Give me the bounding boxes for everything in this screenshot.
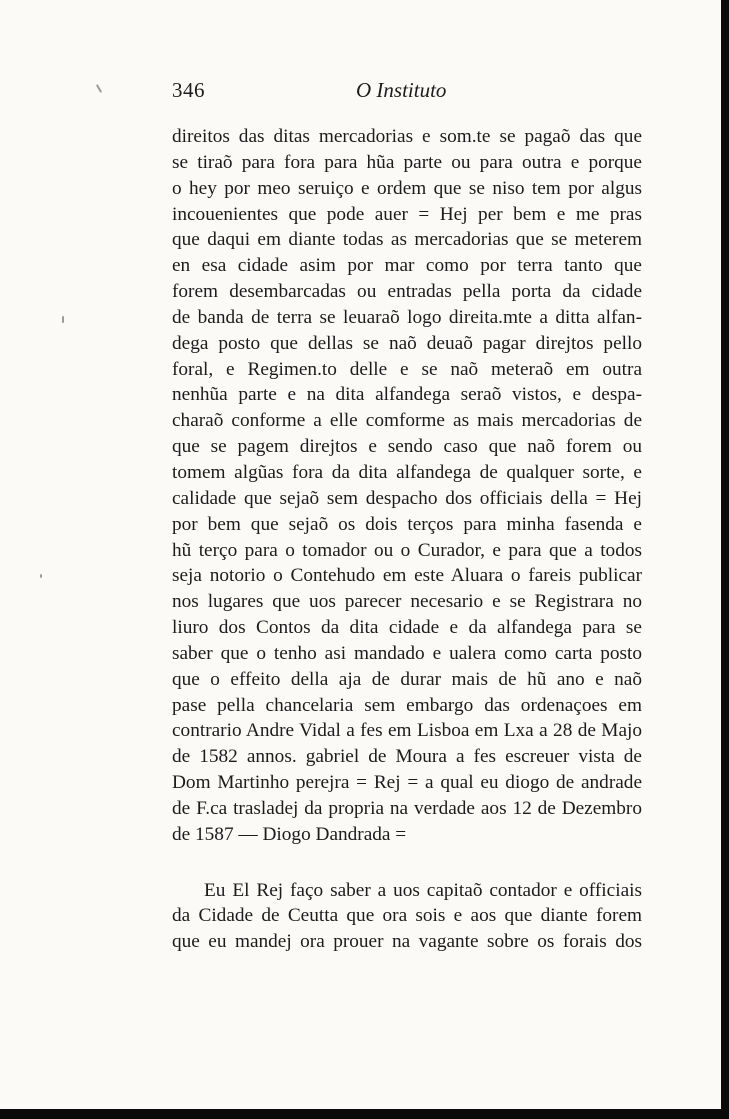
text-line: saber que o tenho asi mandado e ualera como carta posto xyxy=(172,642,642,664)
paragraph-1 xyxy=(172,124,642,848)
body-text xyxy=(172,124,642,955)
text-line: de banda de terra se leuaraõ logo direita.mte a ditta alfan- xyxy=(172,306,642,328)
running-title: O Instituto xyxy=(356,78,447,102)
text-line: contrario Andre Vidal a fes em Lisboa em Lxa a 28 de Majo xyxy=(172,720,642,742)
scan-speck xyxy=(62,316,64,323)
text-line: que o effeito della aja de durar mais de hũ ano e naõ xyxy=(172,668,642,690)
text-line: liuro dos Contos da dita cidade e da alfandega para se xyxy=(172,617,642,639)
text-line: Eu El Rej faço saber a uos capitaõ contador e officiais xyxy=(204,879,642,901)
text-line: Dom Martinho perejra = Rej = a qual eu diogo de andrade xyxy=(172,772,642,794)
text-line: que daqui em diante todas as mercadorias que se meterem xyxy=(172,229,642,251)
text-line: de 1587 — Diogo Dandrada = xyxy=(172,823,407,845)
text-line: nenhũa parte e na dita alfandega seraõ vistos, e despa- xyxy=(172,384,642,406)
text-line: charaõ conforme a elle comforme as mais mercadorias de xyxy=(172,410,642,432)
text-line: por bem que sejaõ os dois terços para minha fasenda e xyxy=(172,513,642,535)
text-line: que eu mandej ora prouer na vagante sobre os forais dos xyxy=(172,931,642,953)
text-line: que se pagem direjtos e sendo caso que naõ forem ou xyxy=(172,436,642,458)
text-line: dega posto que dellas se naõ deuaõ pagar direjtos pello xyxy=(172,332,642,354)
text-line: nos lugares que uos parecer necesario e se Registrara no xyxy=(172,591,642,613)
text-line: foral, e Regimen.to delle e se naõ meteraõ em outra xyxy=(172,358,642,380)
scan-border-right xyxy=(721,0,729,1119)
text-line: direitos das ditas mercadorias e som.te se pagaõ das que xyxy=(172,126,642,147)
text-line: de 1582 annos. gabriel de Moura a fes escreuer vista de xyxy=(172,746,642,768)
scan-border-bottom xyxy=(0,1109,729,1119)
text-line: en esa cidade asim por mar como por terra tanto que xyxy=(172,255,642,277)
scan-speck xyxy=(96,84,102,93)
text-line: forem desembarcadas ou entradas pella porta da cidade xyxy=(172,281,642,303)
paragraph-2 xyxy=(172,878,642,956)
scan-speck xyxy=(40,574,42,578)
text-line: hũ terço para o tomador ou o Curador, e para que a todos xyxy=(172,539,642,561)
text-line: se tiraõ para fora para hũa parte ou para outra e porque xyxy=(172,151,642,173)
paragraph-gap xyxy=(172,848,642,878)
text-line: calidade que sejaõ sem despacho dos officiais della = Hej xyxy=(172,487,642,509)
text-line: o hey por meo seruiço e ordem que se niso tem por algus xyxy=(172,177,642,199)
page-number: 346 xyxy=(172,78,205,102)
text-line: pase pella chancelaria sem embargo das ordenaçoes em xyxy=(172,694,642,716)
page-header xyxy=(172,78,642,108)
text-line: tomem algũas fora da dita alfandega de qualquer sorte, e xyxy=(172,461,642,483)
text-line: de F.ca trasladej da propria na verdade aos 12 de Dezembro xyxy=(172,797,642,819)
text-line: seja notorio o Contehudo em este Aluara o fareis publicar xyxy=(172,565,642,587)
text-line: incouenientes que pode auer = Hej per bem e me pras xyxy=(172,203,642,225)
text-line: da Cidade de Ceutta que ora sois e aos que diante forem xyxy=(172,905,642,927)
